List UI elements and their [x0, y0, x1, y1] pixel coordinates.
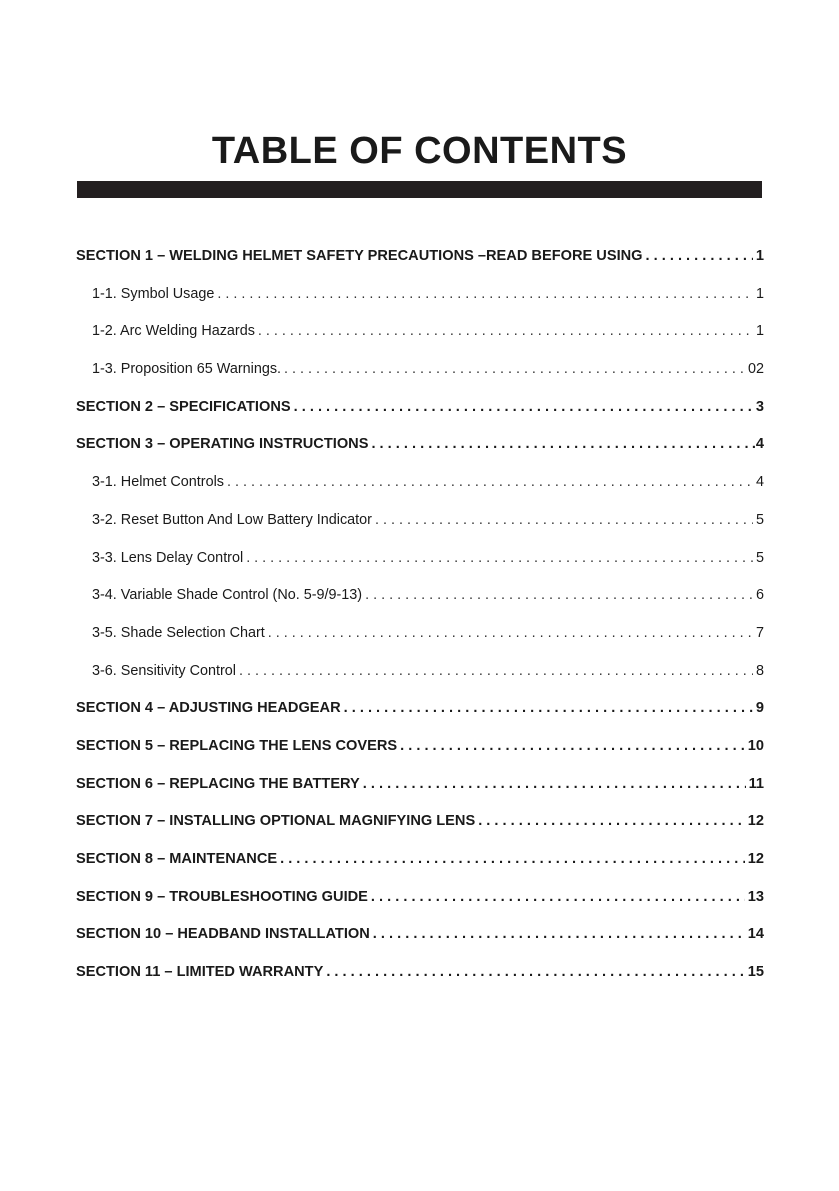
dot-leader — [280, 841, 745, 879]
toc-entry-page-number: 12 — [747, 851, 764, 867]
toc-section-entry[interactable] — [76, 238, 764, 276]
toc-subsection-entry[interactable] — [76, 540, 764, 578]
dot-leader — [363, 766, 746, 804]
toc-entry-page-number: 5 — [755, 511, 764, 528]
dot-leader — [400, 728, 745, 766]
toc-entry-label: 3-5. Shade Selection Chart — [92, 624, 265, 641]
toc-entry-label: SECTION 7 – INSTALLING OPTIONAL MAGNIFYING LENS — [76, 813, 476, 830]
toc-subsection-entry[interactable] — [76, 313, 764, 351]
toc-entry-page-number: 4 — [755, 474, 764, 491]
toc-entry-label: SECTION 5 – REPLACING THE LENS COVERS — [76, 737, 398, 754]
dot-leader — [294, 389, 753, 427]
toc-entry-page-number: 1 — [755, 248, 764, 264]
dot-leader — [227, 464, 753, 502]
toc-section-entry[interactable] — [76, 803, 764, 841]
dot-leader — [239, 653, 753, 691]
title-rule — [77, 181, 762, 198]
dot-leader — [246, 540, 753, 578]
dot-leader — [268, 615, 753, 653]
toc-entry-label: 1-2. Arc Welding Hazards — [92, 323, 255, 340]
toc-entry-label: SECTION 9 – TROUBLESHOOTING GUIDE — [76, 888, 368, 905]
toc-entry-page-number: 11 — [748, 775, 764, 792]
toc-section-entry[interactable] — [76, 916, 764, 954]
toc-entry-page-number: 14 — [747, 926, 764, 943]
toc-entry-page-number: 13 — [747, 888, 764, 905]
page-title: TABLE OF CONTENTS — [211, 130, 628, 172]
dot-leader — [646, 238, 753, 276]
toc-entry-label: SECTION 3 – OPERATING INSTRUCTIONS — [76, 436, 369, 453]
dot-leader — [371, 426, 748, 464]
toc-section-entry[interactable] — [76, 841, 764, 879]
toc-entry-page-number: 02 — [747, 361, 764, 378]
toc-entry-page-number: 12 — [747, 813, 764, 830]
toc-entry-label: SECTION 4 – ADJUSTING HEADGEAR — [76, 700, 341, 717]
toc-entry-page-number: 15 — [747, 964, 764, 981]
toc-entry-label: 3-6. Sensitivity Control — [92, 662, 236, 679]
toc-entry-label: SECTION 8 – MAINTENANCE — [76, 851, 278, 867]
toc-entry-label: 1-1. Symbol Usage — [92, 285, 215, 302]
toc-section-entry[interactable] — [76, 766, 764, 804]
dot-leader — [217, 276, 753, 314]
table-of-contents — [76, 238, 764, 992]
toc-subsection-entry[interactable] — [76, 276, 764, 314]
toc-entry-label: SECTION 1 – WELDING HELMET SAFETY PRECAUTIONS –READ BEFORE USING — [76, 248, 643, 264]
toc-subsection-entry[interactable] — [76, 653, 764, 691]
toc-section-entry[interactable] — [76, 389, 764, 427]
toc-section-entry[interactable] — [76, 728, 764, 766]
toc-entry-page-number: 10 — [747, 737, 764, 754]
toc-entry-page-number: 6 — [755, 587, 764, 604]
toc-entry-page-number: 8 — [755, 662, 764, 679]
toc-entry-label: 1-3. Proposition 65 Warnings. — [92, 361, 282, 378]
toc-entry-page-number: 1 — [755, 285, 764, 302]
dot-leader — [344, 690, 753, 728]
toc-entry-label: 3-1. Helmet Controls — [92, 474, 224, 491]
dot-leader — [371, 879, 745, 917]
toc-section-entry[interactable] — [76, 426, 764, 464]
toc-entry-page-number: 1 — [755, 323, 764, 340]
toc-subsection-entry[interactable] — [76, 615, 764, 653]
dot-leader — [375, 502, 753, 540]
toc-subsection-entry[interactable] — [76, 502, 764, 540]
dot-leader — [365, 577, 753, 615]
dot-leader — [258, 313, 753, 351]
dot-leader — [284, 351, 745, 389]
dot-leader — [326, 954, 744, 992]
toc-entry-label: SECTION 10 – HEADBAND INSTALLATION — [76, 926, 370, 943]
toc-entry-page-number: 3 — [755, 398, 764, 415]
toc-entry-page-number: 7 — [755, 624, 764, 641]
toc-section-entry[interactable] — [76, 690, 764, 728]
dot-leader — [478, 803, 745, 841]
toc-section-entry[interactable] — [76, 954, 764, 992]
toc-subsection-entry[interactable] — [76, 577, 764, 615]
toc-section-entry[interactable] — [76, 879, 764, 917]
toc-subsection-entry[interactable] — [76, 464, 764, 502]
toc-entry-page-number: .4 — [751, 436, 764, 453]
toc-entry-label: SECTION 11 – LIMITED WARRANTY — [76, 964, 324, 981]
toc-entry-label: SECTION 2 – SPECIFICATIONS — [76, 398, 291, 415]
dot-leader — [373, 916, 745, 954]
toc-entry-label: SECTION 6 – REPLACING THE BATTERY — [76, 775, 360, 792]
toc-entry-label: 3-4. Variable Shade Control (No. 5-9/9-13) — [92, 587, 363, 604]
toc-entry-label: 3-3. Lens Delay Control — [92, 549, 244, 566]
toc-entry-label: 3-2. Reset Button And Low Battery Indicator — [92, 511, 372, 528]
toc-subsection-entry[interactable] — [76, 351, 764, 389]
toc-entry-page-number: 5 — [755, 549, 764, 566]
toc-entry-page-number: 9 — [755, 700, 764, 717]
